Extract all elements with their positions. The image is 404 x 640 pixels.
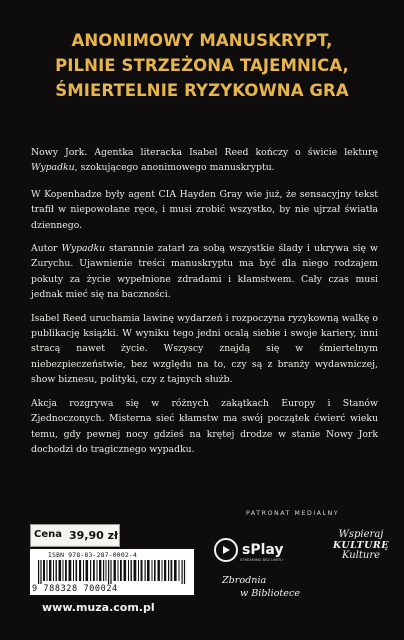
blurb-paragraph-4: Isabel Reed uruchamia lawinę wydarzeń i rozpoczyna ryzykowną walkę o publikację książki. W wyniku tego jedni ocalą siebie i swoje kariery, inni stracą nawet życie. Wszyscy znajdą się w śmiertelnym niebezpieczeństwie, bez względu na to, czy są z branży wydawniczej, show biznesu, polityki, czy z tajnych służb.: [31, 312, 378, 386]
wspieraj-logo-line-3: Kulture: [341, 550, 381, 561]
blurb-text: , szokującego anonimowego manuskryptu.: [74, 162, 275, 174]
blurb-paragraph-2: W Kopenhadze były agent CIA Hayden Gray wie już, że sensacyjny tekst trafił w niepowołane ręce, i musi zrobić wszystko, by nie ujrzał światła dziennego.: [31, 188, 378, 231]
splay-logo-text: sPlay: [242, 542, 284, 558]
headline-line-1: ANONIMOWY MANUSKRYPT,: [71, 31, 333, 50]
barcode-panel: [30, 549, 194, 595]
zbrodnia-logo-line-1: Zbrodnia: [222, 575, 267, 586]
blurb-paragraph-1: [31, 145, 378, 176]
cover-headline: [0, 28, 404, 103]
blurb-text: starannie zatarł za sobą wszystkie ślady i ukrywa się w Zurychu. Ujawnienie treści manuskryptu ma być dla niego rodzajem pokuty za życie wypełnione zdradami i kłamstwem. Cały czas musi jednak mieć się na baczności.: [31, 243, 378, 301]
barcode-image: [38, 560, 188, 584]
play-icon: [214, 538, 238, 562]
wspieraj-logo-line-2: KULTURĘ: [332, 540, 390, 551]
blurb-paragraph-3: [31, 241, 378, 303]
publisher-website: www.muza.com.pl: [42, 601, 155, 614]
price-sticker: [30, 524, 120, 547]
zbrodnia-logo-line-2: w Bibliotece: [240, 588, 301, 599]
wspieraj-kulture-logo: [331, 530, 391, 561]
partner-logos: [214, 530, 390, 610]
book-title-italic: Wypadku: [31, 162, 75, 174]
zbrodnia-w-bibliotece-logo: [222, 574, 318, 600]
wspieraj-logo-line-1: Wspieraj: [338, 529, 384, 540]
media-patronage-label: PATRONAT MEDIALNY: [246, 510, 340, 517]
book-title-italic: Wypadku: [61, 243, 106, 255]
headline-line-3: ŚMIERTELNIE RYZYKOWNA GRA: [55, 81, 349, 100]
blurb-paragraph-5: Akcja rozgrywa się w różnych zakątkach Europy i Stanów Zjednoczonych. Misterna sieć kłamstw ma swój początek ćwierć wieku temu, gdy pewnej nocy gdzieś na krętej drodze w stanie Nowy Jork dochodzi do tragicznego wypadku.: [31, 397, 378, 455]
headline-line-2: PILNIE STRZEŻONA TAJEMNICA,: [55, 56, 349, 75]
price-label: Cena: [34, 529, 62, 540]
splay-tagline: STREAMING BEZ LIMITU: [240, 558, 283, 562]
blurb-text: Autor: [31, 243, 62, 255]
barcode-digits: 9 788328 700024: [32, 584, 118, 594]
isbn-text: ISBN 978-83-287-0002-4: [48, 551, 138, 559]
book-blurb: [31, 145, 378, 465]
price-value: 39,90 zł: [69, 529, 119, 542]
blurb-text: Nowy Jork. Agentka literacka Isabel Reed kończy o świcie lekturę: [31, 147, 378, 158]
